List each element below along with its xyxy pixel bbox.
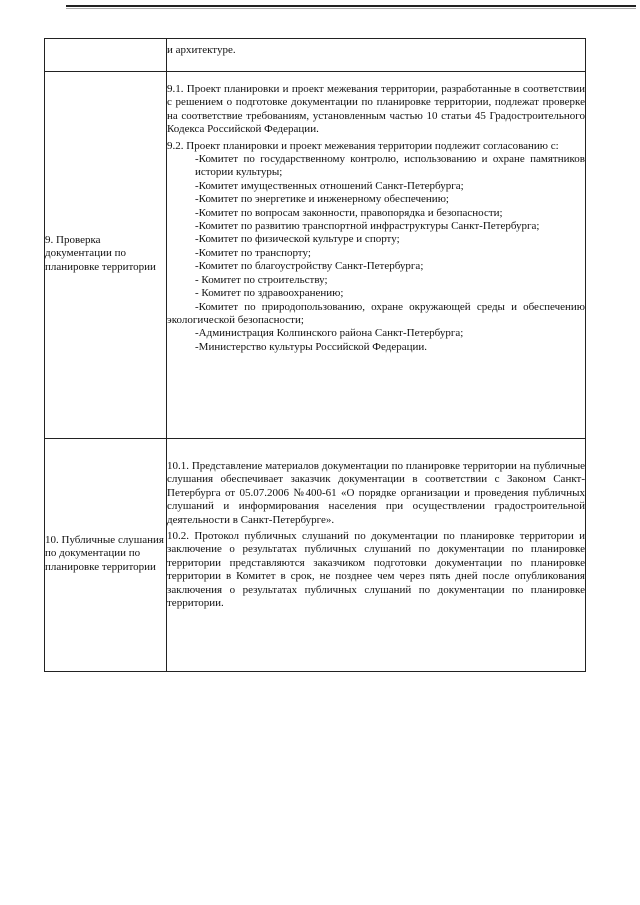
left-cell-empty <box>45 39 167 72</box>
continuation-text: и архитектуре. <box>167 44 236 56</box>
header-rule-thin <box>66 8 636 9</box>
list-item: -Комитет по благоустройству Санкт-Петербурга; <box>195 260 424 273</box>
table-row <box>45 439 586 672</box>
section-10-label: 10. Публичные слушания по документации по планировке территории <box>45 533 164 573</box>
table-row <box>45 72 586 439</box>
list-item: -Комитет по природопользованию, охране окружающей среды и обеспечению экологической безопасности; <box>167 300 585 326</box>
list-item: -Комитет по развитию транспортной инфраструктуры Санкт-Петербурга; <box>195 220 540 233</box>
list-item: -Комитет по государственному контролю, использованию и охране памятников истории культуры; <box>195 153 585 179</box>
list-item: -Комитет имущественных отношений Санкт-Петербурга; <box>195 179 464 192</box>
right-cell-section-9 <box>167 72 586 439</box>
section-9-label: 9. Проверка документации по планировке территории <box>45 233 156 273</box>
list-item: -Комитет по энергетике и инженерному обеспечению; <box>195 193 449 206</box>
table-row <box>45 39 586 72</box>
paragraph-10-1: 10.1. Представление материалов документации по планировке территории на публичные слушания обеспечивает заказчик документации в соответствии с Законом Санкт-Петербурга от 05.07.2006 №400-61 «О порядке организации и проведения публичных слушаний и информирования населения при осуществлении градостроительной деятельности в Санкт-Петербурге». <box>167 460 585 526</box>
right-cell-continuation <box>167 39 586 72</box>
list-item: - Комитет по строительству; <box>195 273 328 286</box>
list-item: -Министерство культуры Российской Федерации. <box>195 340 427 353</box>
list-item: -Комитет по физической культуре и спорту; <box>195 233 400 246</box>
left-cell-section-10 <box>45 439 167 672</box>
right-cell-section-10 <box>167 439 586 672</box>
list-item: - Комитет по здравоохранению; <box>195 287 344 300</box>
list-item: -Комитет по транспорту; <box>195 246 311 259</box>
left-cell-section-9 <box>45 72 167 439</box>
header-rule <box>66 5 636 7</box>
requirements-table <box>44 38 586 672</box>
list-item: -Администрация Колпинского района Санкт-Петербурга; <box>195 327 464 340</box>
paragraph-9-1: 9.1. Проект планировки и проект межевания территории, разработанные в соответствии с решением о подготовке документации по планировке территории, подлежат проверке на соответствие требованиям, установленным частью 10 статьи 45 Градостроительного Кодекса Российской Федерации. <box>167 83 585 136</box>
paragraph-9-2: 9.2. Проект планировки и проект межевания территории подлежит согласованию с: <box>167 139 559 152</box>
list-item: -Комитет по вопросам законности, правопорядка и безопасности; <box>195 206 503 219</box>
paragraph-10-2: 10.2. Протокол публичных слушаний по документации по планировке территории и заключение о результатах публичных слушаний по документации по планировке территории представляются заказчиком подготовки документации по планировке территории в Комитет в срок, не позднее чем через пять дней после опубликования заключения о результатах публичных слушаний по документации по планировке территории. <box>167 530 585 610</box>
